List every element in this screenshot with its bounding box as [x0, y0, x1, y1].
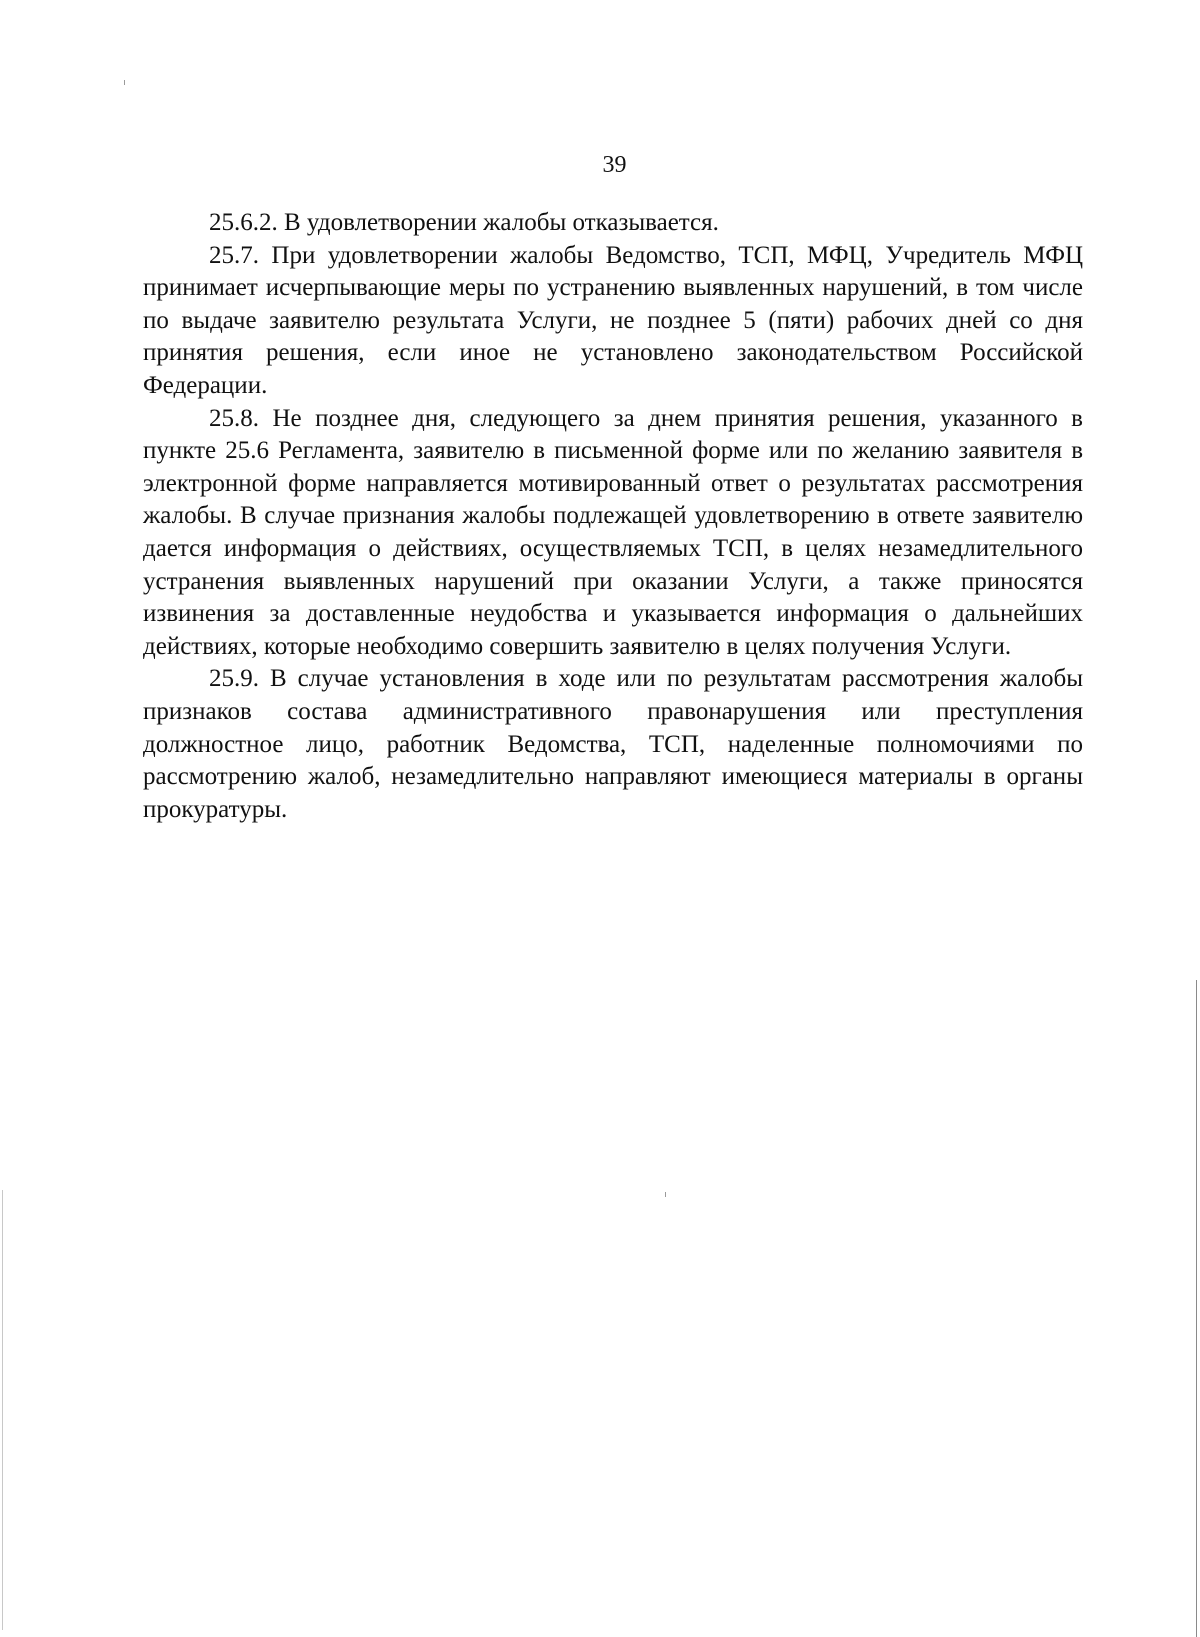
page-number: 39 [602, 152, 627, 178]
paragraph-25-6-2: 25.6.2. В удовлетворении жалобы отказывается. [209, 209, 719, 236]
scan-edge-line-left [2, 1190, 3, 1630]
paragraph-25-7: 25.7. При удовлетворении жалобы Ведомство, ТСП, МФЦ, Учредитель МФЦ принимает исчерпывающие меры по устранению выявленных нарушений, в том числе по выдаче заявителю результата Услуги, не позднее 5 (пяти) рабочих дней со дня принятия решения, если иное не установлено законодательством Российской Федерации. [143, 241, 1083, 399]
scan-speck [124, 80, 125, 85]
document-body [143, 207, 1083, 826]
scan-edge-line-right [1196, 980, 1197, 1637]
scan-speck [665, 1192, 666, 1197]
paragraph-25-9: 25.9. В случае установления в ходе или по результатам рассмотрения жалобы признаков состава административного правонарушения или преступления должностное лицо, работник Ведомства, ТСП, наделенные полномочиями по рассмотрению жалоб, незамедлительно направляют имеющиеся материалы в органы прокуратуры. [143, 665, 1083, 823]
paragraph-25-8: 25.8. Не позднее дня, следующего за днем принятия решения, указанного в пункте 25.6 Регламента, заявителю в письменной форме или по желанию заявителя в электронной форме направляется мотивированный ответ о результатах рассмотрения жалобы. В случае признания жалобы подлежащей удовлетворению в ответе заявителю дается информация о действиях, осуществляемых ТСП, в целях незамедлительного устранения выявленных нарушений при оказании Услуги, а также приносятся извинения за доставленные неудобства и указывается информация о дальнейших действиях, которые необходимо совершить заявителю в целях получения Услуги. [143, 404, 1083, 660]
